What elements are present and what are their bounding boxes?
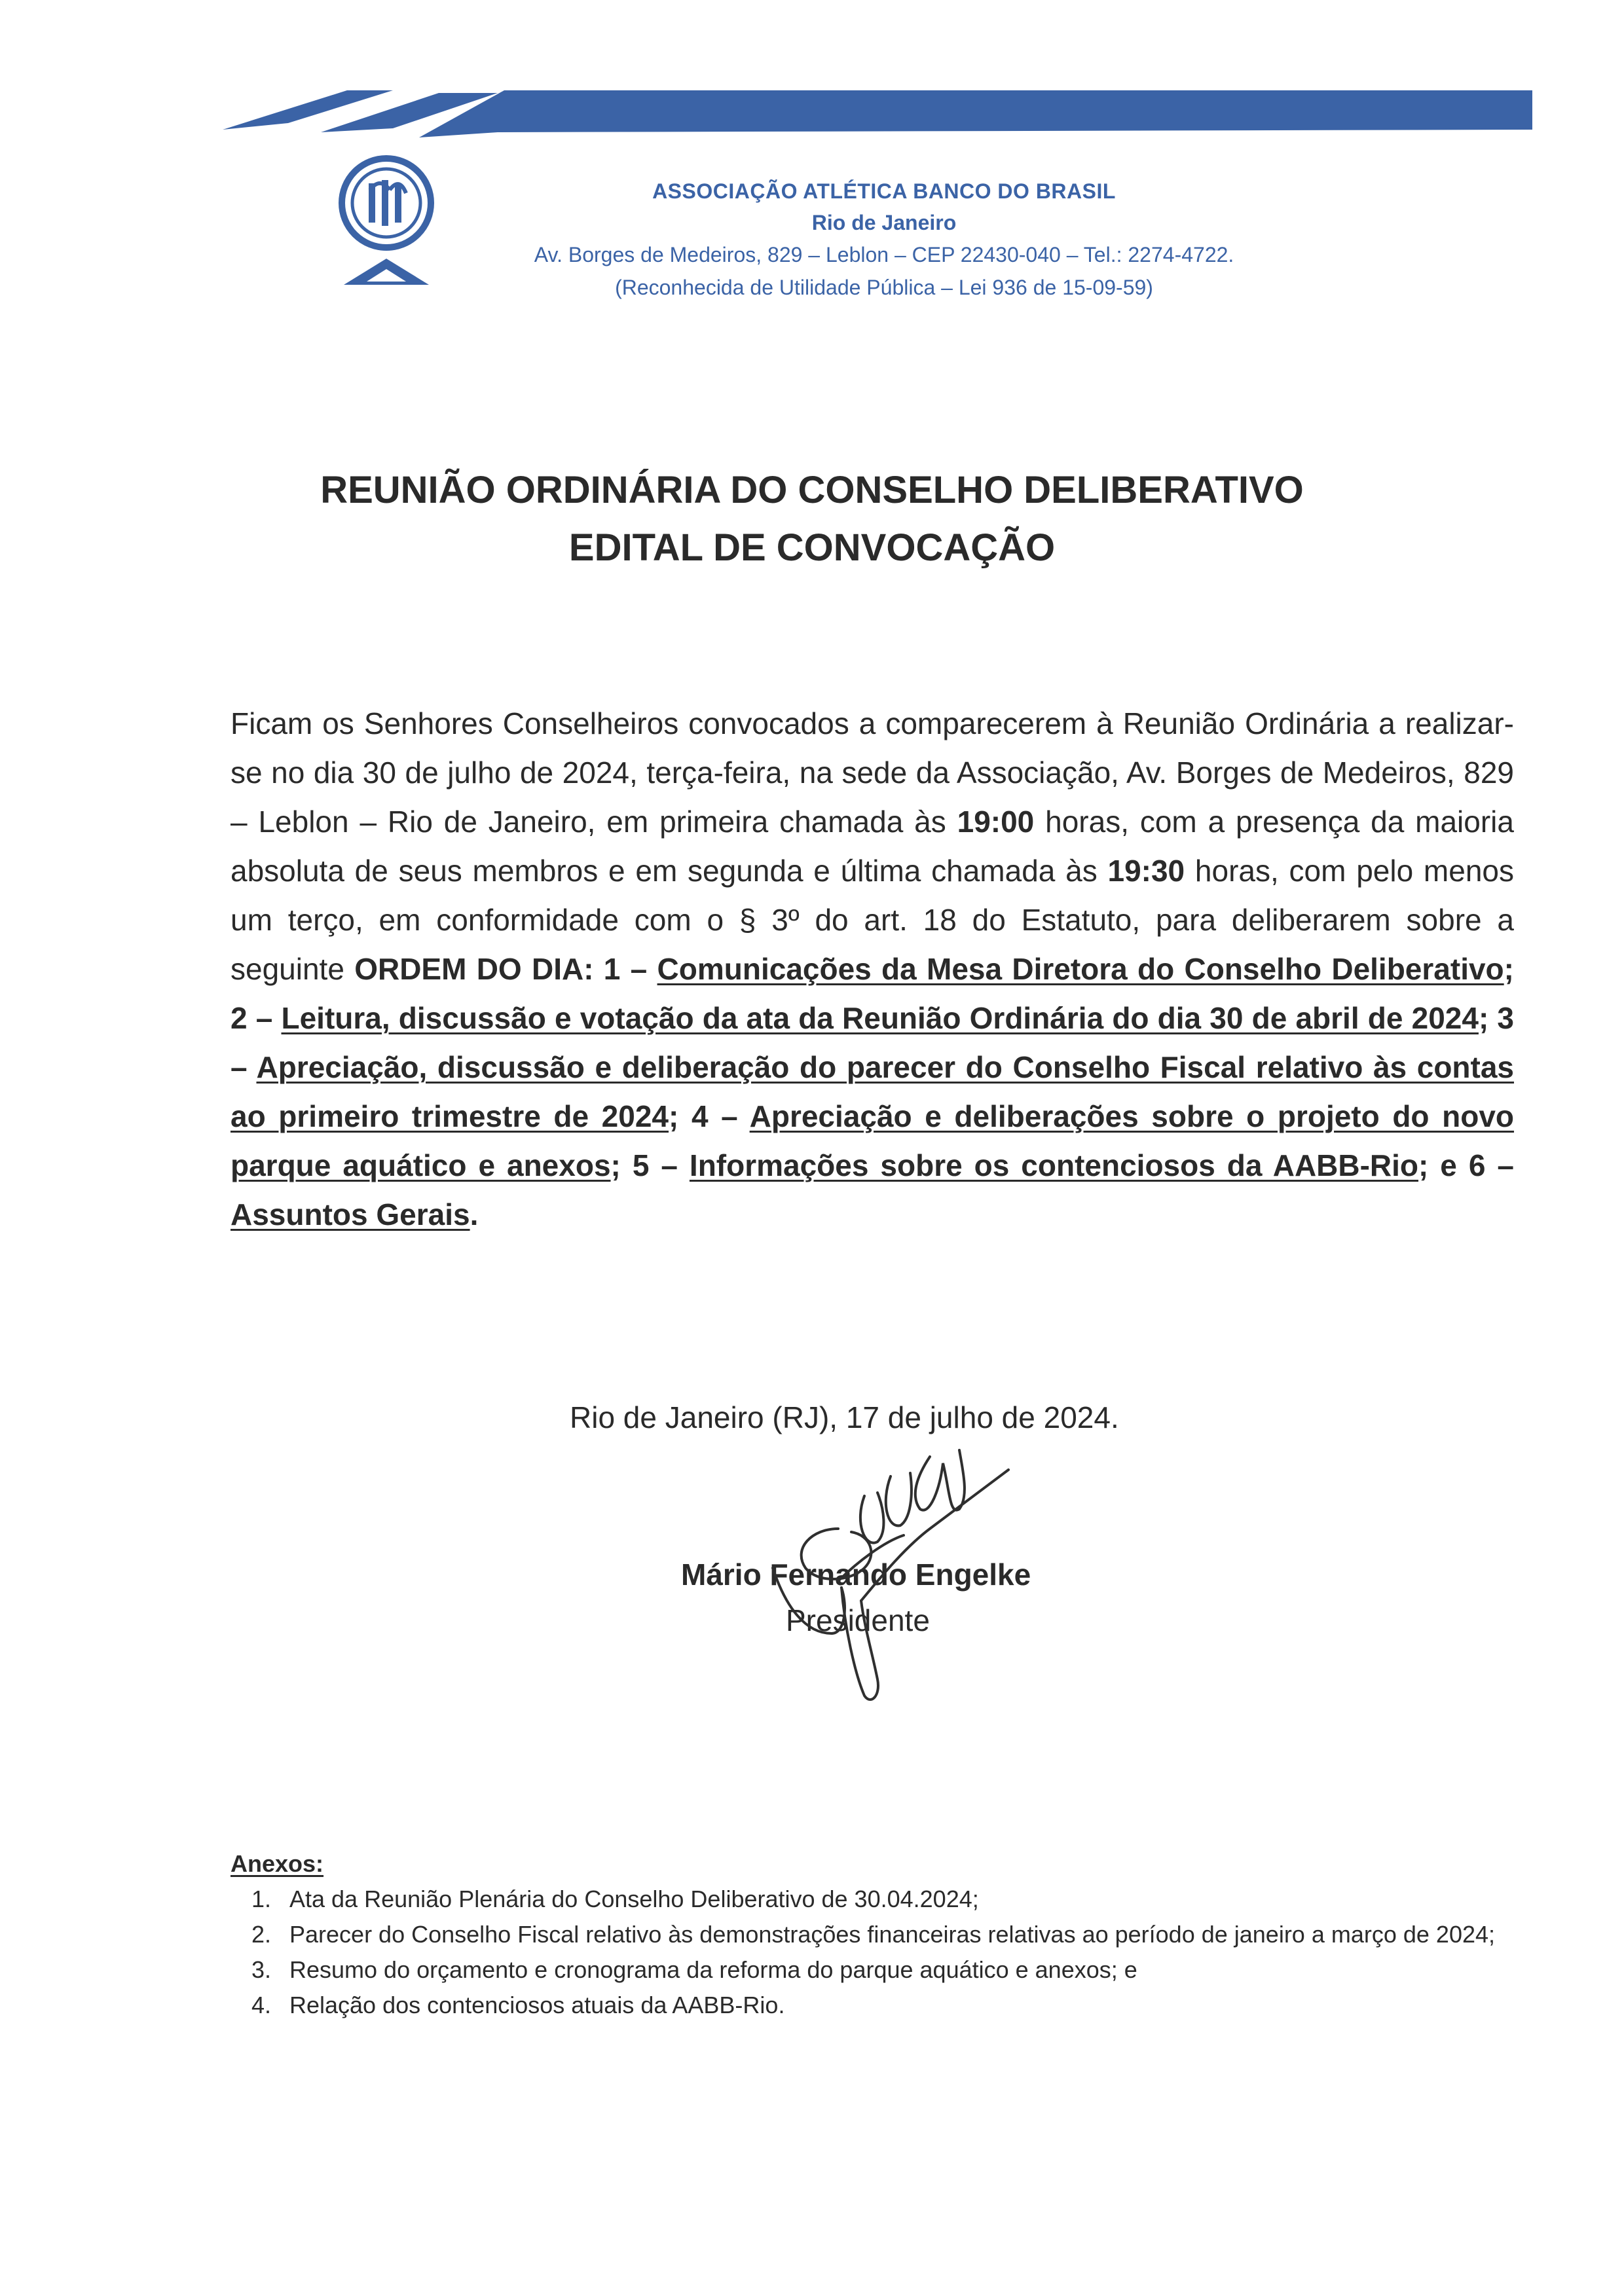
body-text-3: horas, com pelo menos um terço, em conformidade com o § 3º do art. 18 do Estatuto, para deliberarem sobre a seguinte	[231, 854, 1514, 986]
annexes-section	[231, 1846, 1514, 2023]
list-item: 2. Parecer do Conselho Fiscal relativo às demonstrações financeiras relativas ao período de janeiro a março de 2024;	[278, 1917, 1514, 1952]
aabb-logo-icon	[331, 154, 442, 291]
annexes-heading: Anexos:	[231, 1850, 324, 1877]
body-text-2: horas, com a presença da maioria absoluta de seus membros e em segunda e última chamada às	[231, 805, 1514, 888]
agenda-sep-2: ; 2 –	[231, 952, 1514, 1035]
agenda-item-5: Informações sobre os contenciosos da AABB-Rio	[689, 1148, 1419, 1182]
date-line: Rio de Janeiro (RJ), 17 de julho de 2024.	[570, 1400, 1119, 1434]
agenda-item-4: Apreciação e deliberações sobre o projeto do novo parque aquático e anexos	[231, 1099, 1515, 1182]
second-call-time: 19:30	[1107, 854, 1185, 888]
header-banner	[223, 85, 1532, 137]
agenda-item-3: Apreciação, discussão e deliberação do parecer do Conselho Fiscal relativo às contas ao primeiro trimestre de 2024	[231, 1050, 1515, 1133]
agenda-sep-4: ; 4 –	[669, 1099, 750, 1133]
agenda-sep-5: ; 5 –	[610, 1148, 690, 1182]
signer-name: Mário Fernando Engelke	[681, 1558, 1031, 1592]
agenda-sep-6: ; e 6 –	[1418, 1148, 1514, 1182]
agenda-end: .	[470, 1197, 479, 1231]
agenda-item-2: Leitura, discussão e votação da ata da Reunião Ordinária do dia 30 de abril de 2024	[281, 1001, 1479, 1035]
list-item: 4. Relação dos contenciosos atuais da AABB-Rio.	[278, 1988, 1514, 2023]
agenda-item-6: Assuntos Gerais	[231, 1197, 470, 1231]
organization-header	[458, 175, 1310, 304]
org-recognition: (Reconhecida de Utilidade Pública – Lei 936 de 15-09-59)	[615, 276, 1153, 299]
body-text-1: Ficam os Senhores Conselheiros convocados a comparecerem à Reunião Ordinária a realizar-se no dia 30 de julho de 2024, terça-feira, na sede da Associação, Av. Borges de Medeiros, 829 – Leblon – Rio de Janeiro, em primeira chamada às	[231, 706, 1514, 839]
agenda-sep-3: ; 3 –	[231, 1001, 1515, 1084]
list-item: 3. Resumo do orçamento e cronograma da reforma do parque aquático e anexos; e	[278, 1952, 1514, 1988]
signer-role: Presidente	[786, 1603, 930, 1637]
convocation-paragraph	[231, 699, 1514, 1239]
first-call-time: 19:00	[957, 805, 1035, 839]
agenda-item-1: Comunicações da Mesa Diretora do Conselho Deliberativo	[657, 952, 1504, 986]
org-address: Av. Borges de Medeiros, 829 – Leblon – CEP 22430-040 – Tel.: 2274-4722.	[534, 243, 1234, 266]
title-line-2: EDITAL DE CONVOCAÇÃO	[568, 526, 1056, 569]
list-item: 1. Ata da Reunião Plenária do Conselho Deliberativo de 30.04.2024;	[278, 1882, 1514, 1917]
handwritten-signature	[733, 1437, 1074, 1712]
annexes-list	[231, 1882, 1514, 2023]
org-city: Rio de Janeiro	[811, 211, 957, 234]
org-name: ASSOCIAÇÃO ATLÉTICA BANCO DO BRASIL	[652, 179, 1116, 203]
document-title	[223, 462, 1401, 577]
agenda-heading: ORDEM DO DIA: 1 –	[354, 952, 657, 986]
title-line-1: REUNIÃO ORDINÁRIA DO CONSELHO DELIBERATIVO	[320, 469, 1304, 511]
